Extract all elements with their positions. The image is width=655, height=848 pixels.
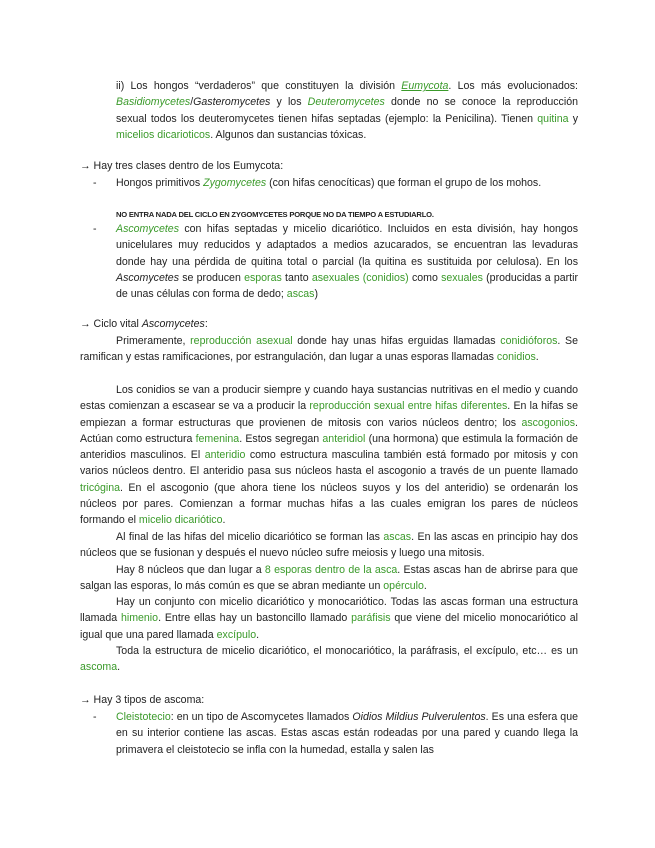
text: . [117, 661, 121, 674]
list-item-ascomycetes [116, 221, 578, 302]
text: se producen [179, 271, 245, 284]
term-conidioforos: conidióforos [500, 335, 558, 347]
term-ascogonios: ascogonios [521, 416, 576, 429]
text: como [408, 271, 442, 284]
list-dash: - [93, 711, 97, 723]
text: (una hormona) que estimula la formación de anteridios masculinos. El [80, 432, 578, 462]
term-ascoma: ascoma [80, 661, 118, 674]
text: (producidas a partir de unas células con forma de dedo; [116, 271, 578, 301]
paragraph-eumycota [116, 78, 578, 143]
term-conidios: conidios [496, 351, 536, 364]
text: . Entre ellas hay un bastoncillo llamado [158, 612, 352, 625]
heading-tres-clases: → Hay tres clases dentro de los Eumycota: [80, 160, 284, 172]
term-ascas: ascas [286, 288, 315, 301]
text: / [190, 96, 194, 109]
text: Los conidios se van a producir siempre y cuando haya sustancias nutritivas en el medio y cuando estas comienzan a escasear se va a producir la [80, 384, 578, 413]
text: . [535, 351, 539, 364]
term-zygomycetes: Zygomycetes [203, 177, 267, 189]
paragraph-himenio [80, 594, 578, 643]
text: . En el ascogonio (que ahora tiene los núcleos suyos y los del anteridio) se ordenarán los núcleos por pares. Comienzan a formar muchas hifas a las cuales emigran los pares de núcleos formando el [80, 481, 578, 527]
text: tanto [281, 271, 312, 284]
text: Hay un conjunto con micelio dicariótico y monocariótico. Todas las ascas forman una estructura llamada [80, 596, 578, 625]
text: . Algunos dan sustancias tóxicas. [210, 128, 367, 141]
text: como estructura masculina también está formado por mitosis y con varios núcleos dentro. El anteridio pasa sus núcleos hasta el ascogonio a través de un puente llamado [80, 449, 578, 478]
text: : en un tipo de Ascomycetes llamados [170, 711, 353, 723]
note-zygomycetes: NO ENTRA NADA DEL CICLO EN ZYGOMYCETES PORQUE NO DA TIEMPO A ESTUDIARLO. [116, 210, 434, 219]
text: . [423, 580, 427, 593]
list-item-zygomycetes [116, 175, 578, 191]
text: ii) Los hongos “verdaderos” que constituyen la división [116, 80, 402, 92]
text: con hifas septadas y micelio dicariótico. Incluidos en esta división, hay hongos unicelulares muy reducidos y adaptados a medios azucarados, se encuentran las levaduras donde hay una pérdida de quitina total o parcial (la quitina es sustituida por celulosa). En los [116, 223, 578, 268]
text: . Se ramifican y estas ramificaciones, por estrangulación, dan lugar a unas esporas llamadas [80, 335, 579, 364]
paragraph-ascas [80, 529, 578, 562]
paragraph-ascoma [80, 643, 578, 676]
text: Toda la estructura de micelio dicariótico, el monocariótico, la paráfrasis, el excípulo, etc… es un [116, 645, 578, 657]
term-gasteromycetes: Gasteromycetes [193, 96, 271, 109]
text: . Estas ascas han de abrirse para que salgan las esporas, lo más común es que se abran mediante un [80, 564, 578, 593]
text: Hongos primitivos [116, 177, 204, 189]
term-quitina: quitina [537, 112, 569, 125]
text: . Actúan como estructura [80, 416, 578, 445]
term-excipulo: excípulo [216, 628, 257, 641]
text: (con hifas cenocíticas) que forman el grupo de los mohos. [266, 177, 542, 189]
term-ascas: ascas [383, 531, 412, 543]
text: Al final de las hifas del micelio dicariótico se forman las [116, 531, 384, 543]
text: donde hay unas hifas erguidas llamadas [292, 335, 501, 347]
text: donde no se conoce la reproducción sexual todos los deuteromycetes tienen hifas septadas (ejemplo: la Penicilina). Tienen [116, 96, 578, 125]
text: Primeramente, [116, 335, 191, 347]
term-ascomycetes: Ascomycetes [116, 223, 179, 235]
list-item-cleistotecio [116, 709, 578, 758]
term-ascomycetes: Ascomycetes [116, 271, 179, 284]
term-asexuales: asexuales (conidios) [311, 271, 409, 284]
term-micelio-dicariotico: micelio dicariótico [138, 514, 223, 527]
heading-tipos-ascoma: → Hay 3 tipos de ascoma: [80, 694, 205, 706]
text: . [256, 628, 260, 641]
heading-ciclo-vital [80, 316, 208, 332]
text: . En la hifas se empiezan a formar estructuras que provienen de mitosis con varios núcleos dentro; los [80, 400, 578, 429]
text: . En las ascas en principio hay dos núcleos que se fusionan y después el nuevo núcleo sufre meiosis y luego una mitosis. [80, 531, 578, 560]
term-femenina: femenina [195, 432, 240, 445]
text: . Estos segregan [239, 432, 323, 445]
term-reproduccion-sexual: reproducción sexual entre hifas diferentes [309, 400, 508, 413]
term-himenio: himenio [120, 612, 159, 625]
text: Hay 8 núcleos que dan lugar a [116, 564, 265, 576]
list-dash: - [93, 223, 97, 235]
term-deuteromycetes: Deuteromycetes [307, 96, 385, 109]
term-cleistotecio: Cleistotecio [116, 711, 171, 723]
paragraph-reproduccion-sexual [80, 382, 578, 529]
text: . [222, 514, 226, 527]
term-esporas: esporas [244, 271, 282, 284]
term-eumycota: Eumycota [401, 80, 449, 92]
term-parafisis: paráfisis [351, 612, 391, 625]
text: y [568, 112, 578, 125]
term-operculo: opérculo [383, 580, 424, 593]
term-basidiomycetes: Basidiomycetes [116, 96, 191, 109]
text: y los [270, 96, 308, 109]
term-anteridiol: anteridiol [322, 432, 366, 445]
text: . Los más evolucionados: [448, 80, 578, 92]
term-reproduccion-asexual: reproducción asexual [190, 335, 293, 347]
term-micelios: micelios dicarioticos [116, 128, 211, 141]
text: ) [314, 288, 319, 301]
paragraph-esporas [80, 562, 578, 595]
paragraph-reproduccion-asexual [80, 333, 578, 366]
text: . Es una esfera que en su interior contiene las ascas. Estas ascas están rodeadas por una pared y cuando llega la primavera el cleistotecio se infla con la humedad, estalla y salen las [116, 711, 578, 756]
text: que viene del micelio monocariótico al igual que una pared llamada [80, 612, 578, 641]
text: → Ciclo vital [80, 318, 142, 330]
term-tricogina: tricógina [80, 481, 121, 494]
list-dash: - [93, 177, 97, 189]
term-ascomycetes: Ascomycetes [141, 318, 205, 330]
text: : [204, 318, 208, 330]
term-oidios: Oidios Mildius Pulverulentos [352, 711, 486, 723]
term-anteridio: anteridio [204, 449, 246, 462]
term-8-esporas: 8 esporas dentro de la asca [264, 564, 398, 576]
term-sexuales: sexuales [441, 271, 483, 284]
